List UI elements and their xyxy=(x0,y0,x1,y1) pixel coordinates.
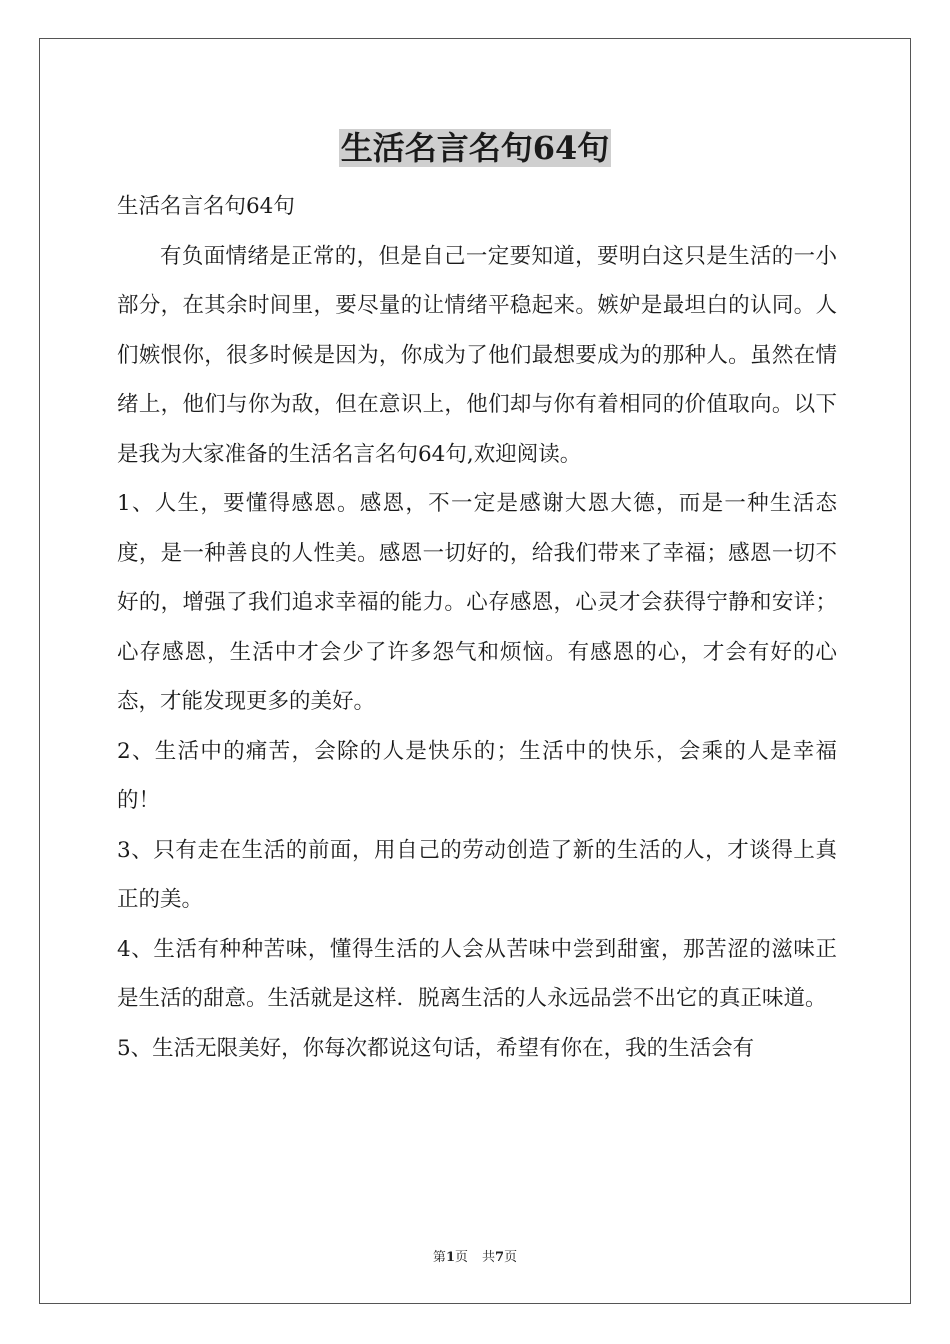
quote-paragraph: 1、人生，要懂得感恩。感恩，不一定是感谢大恩大德，而是一种生活态度，是一种善良的人性美。感恩一切好的，给我们带来了幸福；感恩一切不好的，增强了我们追求幸福的能力。心存感恩，心灵才会获得宁静和安详；心存感恩，生活中才会少了许多怨气和烦恼。有感恩的心，才会有好的心态，才能发现更多的美好。 xyxy=(117,491,837,714)
current-page-number: 1 xyxy=(445,1250,455,1265)
total-page-number: 7 xyxy=(495,1250,505,1265)
total-suffix: 页 xyxy=(504,1250,518,1265)
intro-paragraph: 有负面情绪是正常的，但是自己一定要知道，要明白这只是生活的一小部分，在其余时间里，要尽量的让情绪平稳起来。嫉妒是最坦白的认同。人们嫉恨你，很多时候是因为，你成为了他们最想要成为的那种人。虽然在情绪上，他们与你为敌，但在意识上，他们却与你有着相同的价值取向。以下是我为大家准备的生活名言名句64句,欢迎阅读。 xyxy=(117,243,837,467)
document-title xyxy=(0,126,950,170)
page-suffix: 页 xyxy=(454,1250,468,1265)
document-body xyxy=(117,182,837,1073)
total-pages xyxy=(482,1250,517,1265)
document-subtitle: 生活名言名句64句 xyxy=(117,194,295,219)
total-prefix: 共 xyxy=(482,1250,496,1265)
page-footer xyxy=(0,1249,950,1267)
quote-paragraph: 2、生活中的痛苦，会除的人是快乐的；生活中的快乐，会乘的人是幸福的！ xyxy=(117,738,837,813)
document-title-text: 生活名言名句64句 xyxy=(340,129,610,167)
page-number xyxy=(433,1250,468,1265)
quote-paragraph: 4、生活有种种苦味，懂得生活的人会从苦味中尝到甜蜜，那苦涩的滋味正是生活的甜意。生活就是这样．脱离生活的人永远品尝不出它的真正味道。 xyxy=(117,936,837,1011)
page-prefix: 第 xyxy=(432,1250,446,1265)
quote-paragraph: 5、生活无限美好，你每次都说这句话，希望有你在，我的生活会有 xyxy=(117,1035,755,1061)
quote-paragraph: 3、只有走在生活的前面，用自己的劳动创造了新的生活的人，才谈得上真正的美。 xyxy=(117,837,837,912)
